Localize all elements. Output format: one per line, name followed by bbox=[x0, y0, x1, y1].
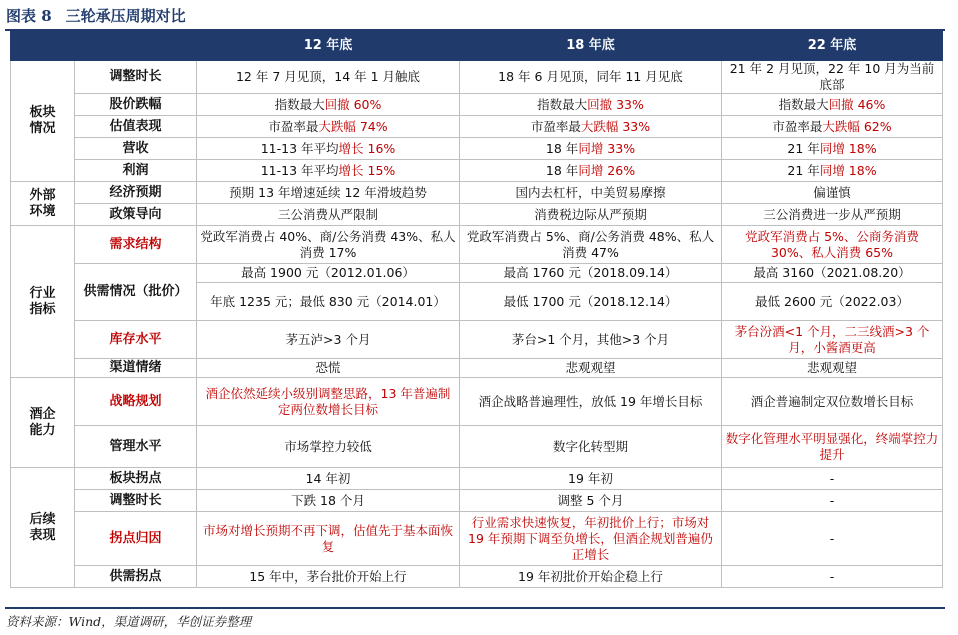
cell bbox=[460, 138, 722, 160]
table-row bbox=[11, 426, 943, 468]
cell bbox=[460, 116, 722, 138]
cell-text: 市盈率最 bbox=[772, 118, 823, 134]
figure-title bbox=[6, 4, 186, 28]
cell-text: 18 年 bbox=[545, 162, 579, 178]
table-row bbox=[11, 138, 943, 160]
row-label: 股价跌幅 bbox=[75, 94, 197, 116]
cell bbox=[460, 160, 722, 182]
cell bbox=[460, 94, 722, 116]
figure-number: 图表 8 bbox=[6, 7, 52, 25]
header-col-22: 22 年底 bbox=[722, 32, 943, 61]
table-row bbox=[11, 264, 943, 283]
cell-text: 11-13 年平均 bbox=[260, 162, 339, 178]
cell: 党政军消费占 40%、商/公务消费 43%、私人消费 17% bbox=[197, 226, 460, 264]
table-row bbox=[11, 468, 943, 490]
row-label: 库存水平 bbox=[75, 321, 197, 359]
table-row bbox=[11, 94, 943, 116]
highlight-text: 增长 15% bbox=[338, 162, 396, 178]
cell: 党政军消费占 5%、公商务消费 30%、私人消费 65% bbox=[722, 226, 943, 264]
cell: 预期 13 年增速延续 12 年滑坡趋势 bbox=[197, 182, 460, 204]
row-label: 供需情况（批价） bbox=[75, 264, 197, 321]
cell-text: 指数最大 bbox=[537, 96, 588, 112]
cell: 12 年 7 月见顶，14 年 1 月触底 bbox=[197, 61, 460, 94]
cell: 茅五泸>3 个月 bbox=[197, 321, 460, 359]
highlight-text: 大跌幅 33% bbox=[580, 118, 651, 134]
cell-text: 指数最大 bbox=[778, 96, 829, 112]
table-row bbox=[11, 61, 943, 94]
cell: - bbox=[722, 468, 943, 490]
cell: 数字化转型期 bbox=[460, 426, 722, 468]
cell: 最低 1700 元（2018.12.14） bbox=[460, 283, 722, 321]
cell: 市场对增长预期不再下调，估值先于基本面恢复 bbox=[197, 512, 460, 566]
cell bbox=[722, 116, 943, 138]
highlight-text: 同增 33% bbox=[578, 140, 636, 156]
cell: 14 年初 bbox=[197, 468, 460, 490]
cell: 最高 1900 元（2012.01.06） bbox=[197, 264, 460, 283]
cell bbox=[722, 138, 943, 160]
cell-text: 21 年 bbox=[787, 140, 820, 156]
cell: 恐慌 bbox=[197, 359, 460, 378]
group-followup: 后续 表现 bbox=[11, 468, 75, 588]
header-col-18: 18 年底 bbox=[460, 32, 722, 61]
cell: 下跌 18 个月 bbox=[197, 490, 460, 512]
cell-text: 11-13 年平均 bbox=[260, 140, 339, 156]
row-label: 估值表现 bbox=[75, 116, 197, 138]
cell: 最高 3160（2021.08.20） bbox=[722, 264, 943, 283]
table-row bbox=[11, 490, 943, 512]
cell: - bbox=[722, 566, 943, 588]
table-row bbox=[11, 378, 943, 426]
cell-text: 18 年 bbox=[545, 140, 579, 156]
cell: 酒企普遍制定双位数增长目标 bbox=[722, 378, 943, 426]
cell: 酒企依然延续小级别调整思路，13 年普遍制定两位数增长目标 bbox=[197, 378, 460, 426]
cell: 19 年初批价开始企稳上行 bbox=[460, 566, 722, 588]
source-note: 资料来源：Wind，渠道调研，华创证券整理 bbox=[6, 614, 252, 629]
header-blank bbox=[11, 32, 197, 61]
cell: 市场掌控力较低 bbox=[197, 426, 460, 468]
cell: 最低 2600 元（2022.03） bbox=[722, 283, 943, 321]
highlight-text: 同增 18% bbox=[819, 140, 877, 156]
cell: 21 年 2 月见顶，22 年 10 月为当前底部 bbox=[722, 61, 943, 94]
figure-caption: 三轮承压周期对比 bbox=[65, 7, 186, 25]
row-label: 板块拐点 bbox=[75, 468, 197, 490]
group-external: 外部 环境 bbox=[11, 182, 75, 226]
table-row bbox=[11, 160, 943, 182]
cell: 党政军消费占 5%、商/公务消费 48%、私人消费 47% bbox=[460, 226, 722, 264]
table-row bbox=[11, 182, 943, 204]
table-row bbox=[11, 204, 943, 226]
highlight-text: 回撤 46% bbox=[828, 96, 886, 112]
cell bbox=[722, 160, 943, 182]
cell: 最高 1760 元（2018.09.14） bbox=[460, 264, 722, 283]
cell: - bbox=[722, 490, 943, 512]
cell: 悲观观望 bbox=[722, 359, 943, 378]
cell-text: 市盈率最 bbox=[268, 118, 319, 134]
cell: 悲观观望 bbox=[460, 359, 722, 378]
group-industry: 行业 指标 bbox=[11, 226, 75, 378]
table-row bbox=[11, 512, 943, 566]
row-label: 渠道情绪 bbox=[75, 359, 197, 378]
row-label: 政策导向 bbox=[75, 204, 197, 226]
cell: 国内去杠杆，中美贸易摩擦 bbox=[460, 182, 722, 204]
highlight-text: 大跌幅 62% bbox=[822, 118, 892, 134]
cell: - bbox=[722, 512, 943, 566]
cell: 调整 5 个月 bbox=[460, 490, 722, 512]
row-label: 营收 bbox=[75, 138, 197, 160]
cell-text: 市盈率最 bbox=[530, 118, 581, 134]
row-label: 供需拐点 bbox=[75, 566, 197, 588]
row-label: 利润 bbox=[75, 160, 197, 182]
highlight-text: 回撤 60% bbox=[324, 96, 382, 112]
row-label: 经济预期 bbox=[75, 182, 197, 204]
cell-text: 指数最大 bbox=[274, 96, 325, 112]
cell: 偏谨慎 bbox=[722, 182, 943, 204]
row-label: 需求结构 bbox=[75, 226, 197, 264]
highlight-text: 同增 18% bbox=[819, 162, 877, 178]
cell bbox=[197, 138, 460, 160]
header-row bbox=[11, 32, 943, 61]
table-row bbox=[11, 359, 943, 378]
row-label: 调整时长 bbox=[75, 61, 197, 94]
cell bbox=[197, 116, 460, 138]
cell: 酒企战略普遍理性，放低 19 年增长目标 bbox=[460, 378, 722, 426]
cell bbox=[197, 94, 460, 116]
cell: 18 年 6 月见顶，同年 11 月见底 bbox=[460, 61, 722, 94]
cell bbox=[722, 94, 943, 116]
row-label: 战略规划 bbox=[75, 378, 197, 426]
cell: 茅台汾酒<1 个月，二三线酒>3 个月，小酱酒更高 bbox=[722, 321, 943, 359]
cell: 15 年中，茅台批价开始上行 bbox=[197, 566, 460, 588]
cell: 年底 1235 元；最低 830 元（2014.01） bbox=[197, 283, 460, 321]
table-row bbox=[11, 226, 943, 264]
header-col-12: 12 年底 bbox=[197, 32, 460, 61]
group-sector: 板块 情况 bbox=[11, 61, 75, 182]
highlight-text: 回撤 33% bbox=[587, 96, 644, 112]
cell: 19 年初 bbox=[460, 468, 722, 490]
comparison-table bbox=[10, 31, 943, 588]
cell: 数字化管理水平明显强化，终端掌控力提升 bbox=[722, 426, 943, 468]
highlight-text: 同增 26% bbox=[578, 162, 636, 178]
table-row bbox=[11, 321, 943, 359]
cell bbox=[197, 160, 460, 182]
highlight-text: 大跌幅 74% bbox=[318, 118, 388, 134]
table-row bbox=[11, 116, 943, 138]
cell: 三公消费从严限制 bbox=[197, 204, 460, 226]
highlight-text: 增长 16% bbox=[338, 140, 396, 156]
cell: 三公消费进一步从严预期 bbox=[722, 204, 943, 226]
group-company: 酒企 能力 bbox=[11, 378, 75, 468]
cell: 茅台>1 个月，其他>3 个月 bbox=[460, 321, 722, 359]
cell: 消费税边际从严预期 bbox=[460, 204, 722, 226]
row-label: 调整时长 bbox=[75, 490, 197, 512]
footer-rule bbox=[5, 607, 945, 609]
row-label: 管理水平 bbox=[75, 426, 197, 468]
row-label: 拐点归因 bbox=[75, 512, 197, 566]
cell: 行业需求快速恢复，年初批价上行；市场对 19 年预期下调至负增长，但酒企规划普遍仍正增长 bbox=[460, 512, 722, 566]
table-row bbox=[11, 566, 943, 588]
cell-text: 21 年 bbox=[787, 162, 820, 178]
